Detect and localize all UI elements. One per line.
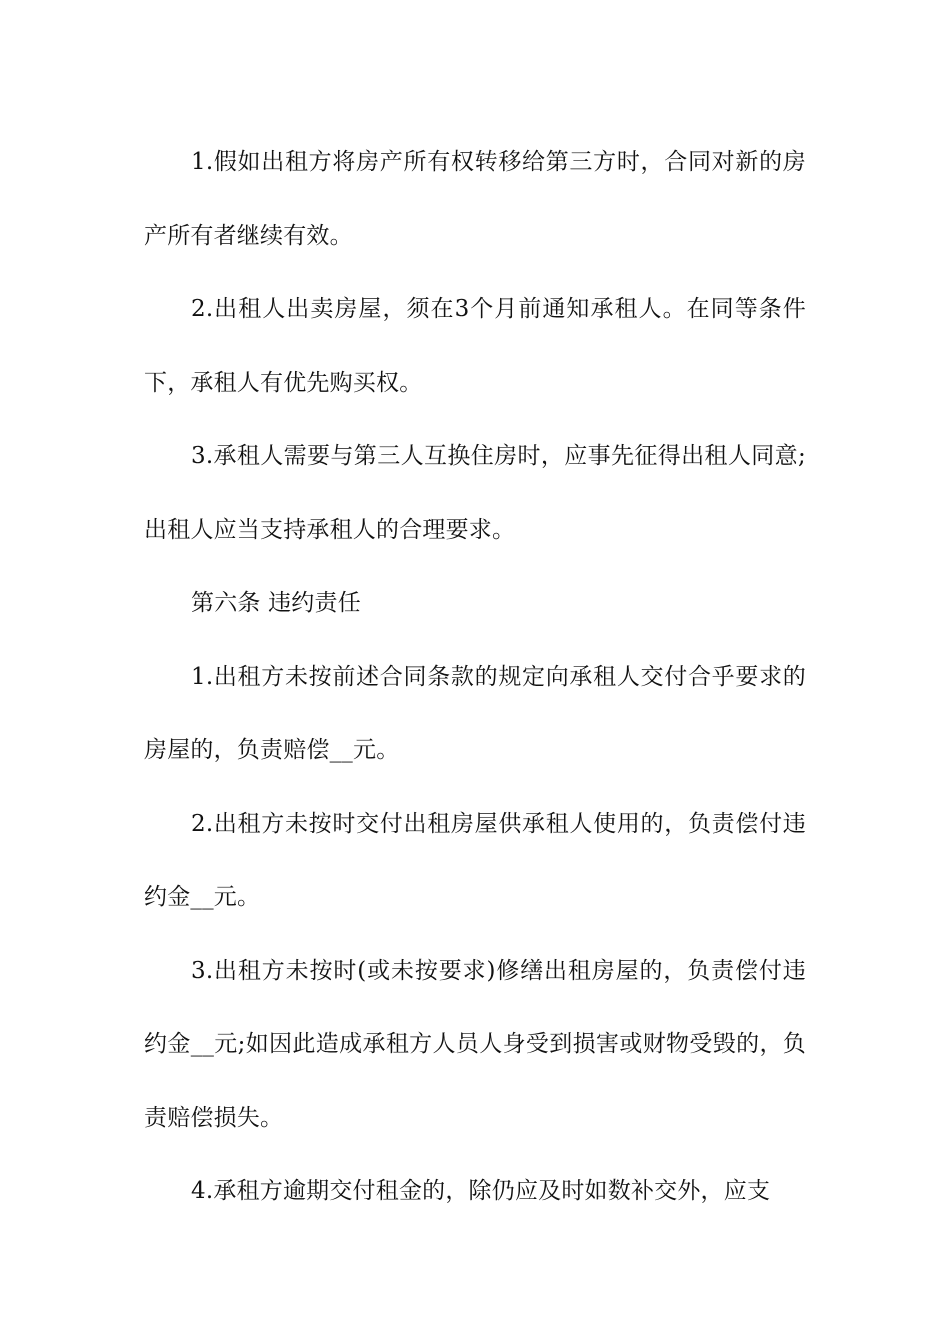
paragraph-clause-2: 2.出租人出卖房屋，须在3个月前通知承租人。在同等条件下，承租人有优先购买权。 (144, 296, 806, 396)
paragraph-liability-1: 1.出租方未按前述合同条款的规定向承租人交付合乎要求的房屋的，负责赔偿__元。 (144, 663, 806, 763)
paragraph-clause-3: 3.承租人需要与第三人互换住房时，应事先征得出租人同意;出租人应当支持承租人的合理要求。 (144, 443, 806, 543)
section-heading-article-6: 第六条 违约责任 (191, 590, 361, 616)
paragraph-liability-3: 3.出租方未按时(或未按要求)修缮出租房屋的，负责偿付违约金__元;如因此造成承租方人员人身受到损害或财物受毁的，负责赔偿损失。 (144, 957, 806, 1131)
document-body (144, 126, 806, 1229)
paragraph-liability-2: 2.出租方未按时交付出租房屋供承租人使用的，负责偿付违约金__元。 (144, 810, 806, 910)
paragraph-liability-4: 4.承租方逾期交付租金的，除仍应及时如数补交外，应支 (191, 1178, 771, 1204)
paragraph-clause-1: 1.假如出租方将房产所有权转移给第三方时，合同对新的房产所有者继续有效。 (144, 149, 806, 249)
